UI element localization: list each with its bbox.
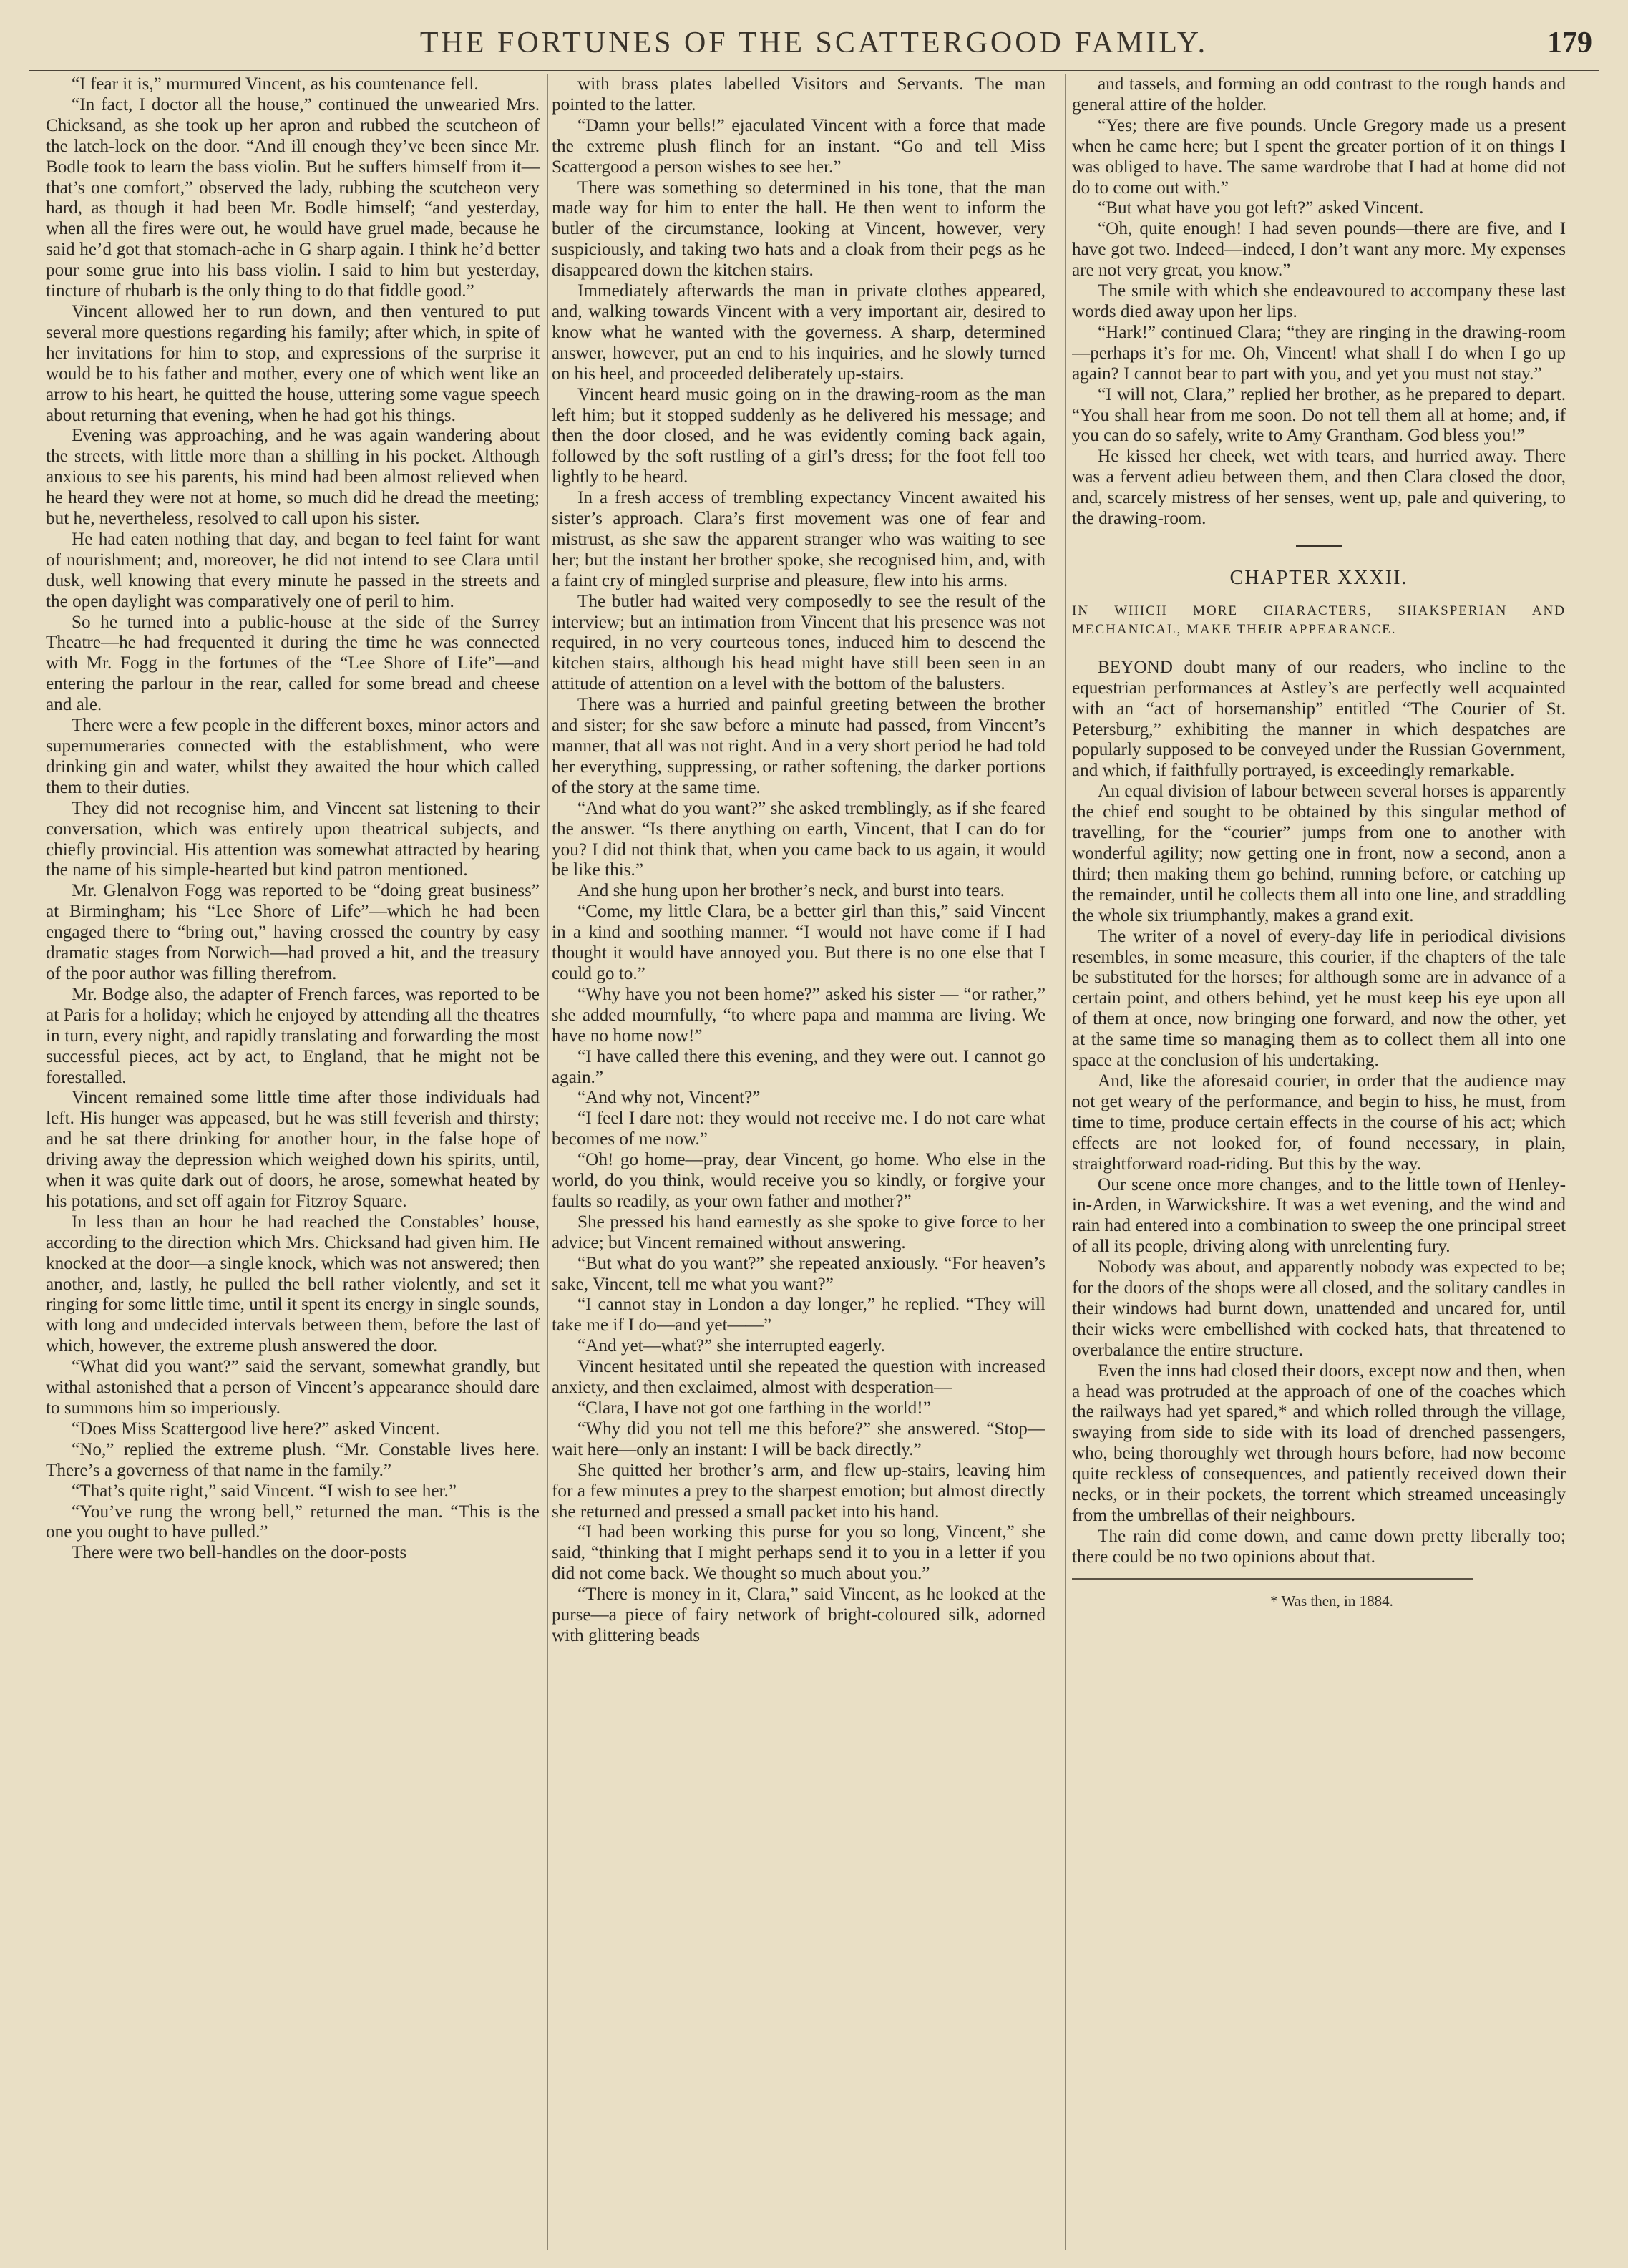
paragraph: “Oh, quite enough! I had seven pounds—there are five, and I have got two. Indeed—indeed, I don’t want any more. My expenses are not very great, you know.” [1072,219,1566,281]
paragraph: “And yet—what?” she interrupted eagerly. [577,1336,885,1356]
paragraph: He had eaten nothing that day, and began to feel faint for want of nourishment; and, moreover, he did not intend to see Clara until dusk, well knowing that every minute he passed in the streets and the open daylight was comparatively one of peril to him. [46,529,540,611]
paragraph: An equal division of labour between several horses is apparently the chief end sought to be obtained by this singular method of travelling, for the “courier” jumps from one to another with wonderful agility; now getting one in front, now a second, anon a third; then making them go behind, running before, or catching up the remainder, until he collects them all into one line, and straddling the whole six triumphantly, makes a grand exit. [1072,782,1566,925]
paragraph: “There is money in it, Clara,” said Vincent, as he looked at the purse—a piece of fairy network of bright-coloured silk, adorned with glittering beads [552,1585,1045,1645]
paragraph: “Does Miss Scattergood live here?” asked Vincent. [72,1418,440,1439]
paragraph: “I had been working this purse for you so long, Vincent,” she said, “thinking that I might perhaps send it to you in a letter if you did not come back. We thought so much about you.” [552,1522,1045,1584]
paragraph: “I feel I dare not: they would not receive me. I do not care what becomes of me now.” [552,1109,1045,1149]
paragraph: “Clara, I have not got one farthing in the world!” [577,1398,931,1418]
paragraph: There were two bell-handles on the door-posts [72,1543,407,1563]
paragraph: “You’ve rung the wrong bell,” returned the man. “This is the one you ought to have pulled.” [46,1502,540,1542]
paragraph: “I have called there this evening, and they were out. I cannot go again.” [552,1046,1045,1087]
paragraph: with brass plates labelled Visitors and Servants. The man pointed to the latter. [552,74,1045,115]
column-3-story-end [1072,74,1566,530]
paragraph: Vincent allowed her to run down, and then ventured to put several more questions regarding his family; after which, in spite of her invitations for him to stop, and expressions of the surprise it would be to his father and mother, every one of which went like an arrow to his heart, he quitted the house, uttering some vague speech about returning that evening, when he had got his things. [46,301,540,425]
paragraph: “Damn your bells!” ejaculated Vincent with a force that made the extreme plush flinch for an instant. “Go and tell Miss Scattergood a person wishes to see her.” [552,115,1045,177]
paragraph: “But what do you want?” she repeated anxiously. “For heaven’s sake, Vincent, tell me what you want?” [552,1253,1045,1294]
paragraph: Even the inns had closed their doors, except now and then, when a head was protruded at the approach of one of the coaches which the railways had yet spared,* and which rolled through the village, swaying from side to side with its load of drenched passengers, who, being thoroughly wet through hours before, had now become quite reckless of consequences, and patiently received down their necks, or in their pockets, the torrent which streamed unceasingly from the umbrellas of their neighbours. [1072,1361,1566,1525]
paragraph: Immediately afterwards the man in private clothes appeared, and, walking towards Vincent with a very important air, desired to know what he wanted with the governess. A sharp, determined answer, however, put an end to his inquiries, and he slowly turned on his heel, and proceeded deliberately up-stairs. [552,281,1045,384]
paragraph: Vincent remained some little time after those individuals had left. His hunger was appeased, but he was still feverish and thirsty; and he sat there drinking for another hour, in the false hope of driving away the depression which weighed down his spirits, until, when it was quite dark out of doors, he arose, somewhat heated by his potations, and set off again for Fitzroy Square. [46,1088,540,1211]
paragraph: Our scene once more changes, and to the little town of Henley-in-Arden, in Warwickshire. It was a wet evening, and the wind and rain had entered into a combination to sweep the one principal street of all its people, driving along with unrelenting fury. [1072,1174,1566,1257]
paragraph: “But what have you got left?” asked Vincent. [1098,198,1424,218]
paragraph: So he turned into a public-house at the side of the Surrey Theatre—he had frequented it during the time he was connected with Mr. Fogg in the fortunes of the “Lee Shore of Life”—and entering the parlour in the rear, called for some bread and cheese and ale. [46,612,540,715]
footnote: * Was then, in 1884. [1270,1592,1393,1610]
paragraph: “I fear it is,” murmured Vincent, as his countenance fell. [72,74,479,94]
paragraph: Mr. Glenalvon Fogg was reported to be “doing great business” at Birmingham; his “Lee Shore of Life”—which he had been engaged there to “bring out,” having crossed the country by easy dramatic stages from Norwich—had proved a hit, and the treasury of the poor author was filling therefrom. [46,881,540,983]
paragraph: “I cannot stay in London a day longer,” he replied. “They will take me if I do—and yet——” [552,1295,1045,1335]
paragraph: “No,” replied the extreme plush. “Mr. Constable lives here. There’s a governess of that name in the family.” [46,1439,540,1480]
text-columns [46,74,1584,2250]
paragraph: The rain did come down, and came down pretty liberally too; there could be no two opinions about that. [1072,1526,1566,1567]
paragraph: “Yes; there are five pounds. Uncle Gregory made us a present when he came here; but I spent the greater portion of it on things I was obliged to have. The same wardrobe that I had at home did not do to come out with.” [1072,115,1566,198]
paragraph: “Why have you not been home?” asked his sister — “or rather,” she added mournfully, “to where papa and mamma are living. We have no home now!” [552,984,1045,1046]
page-header [29,26,1599,72]
paragraph: “What did you want?” said the servant, somewhat grandly, but withal astonished that a person of Vincent’s appearance should dare to summons him so imperiously. [46,1357,540,1418]
paragraph: There was a hurried and painful greeting between the brother and sister; for she saw before a minute had passed, from Vincent’s manner, that all was not right. And in a very short period he had told her everything, suppressing, or rather softening, the darker portions of the story at the same time. [552,695,1045,797]
paragraph: “Come, my little Clara, be a better girl than this,” said Vincent in a kind and soothing manner. “I would not have come if I had thought it would have annoyed you. But there is no one else that I could go to.” [552,902,1045,983]
column-divider [547,74,548,2250]
paragraph: They did not recognise him, and Vincent sat listening to their conversation, which was entirely upon theatrical subjects, and chiefly provincial. His attention was somewhat attracted by hearing the name of his simple-hearted but kind patron mentioned. [46,798,540,880]
paragraph: There was something so determined in his tone, that the man made way for him to enter the hall. He then went to inform the butler of the circumstance, looking at Vincent, however, very suspiciously, and taking two hats and a cloak from their pegs as he disappeared down the kitchen stairs. [552,177,1045,281]
paragraph: “Oh! go home—pray, dear Vincent, go home. Who else in the world, do you think, would receive you so kindly, or forgive your faults so readily, as your own father and mother?” [552,1150,1045,1211]
paragraph: There were a few people in the different boxes, minor actors and supernumeraries connected with the establishment, who were drinking gin and water, whilst they awaited the hour which called them to their duties. [46,716,540,797]
paragraph: Evening was approaching, and he was again wandering about the streets, with little more than a shilling in his pocket. Although anxious to see his parents, his mind had been almost relieved when he heard they were not at home, so much did he dread the meeting; but he, nevertheless, resolved to call upon his sister. [46,426,540,529]
column-2 [552,74,1045,2250]
paragraph: The smile with which she endeavoured to accompany these last words died away upon her lips. [1072,281,1566,321]
chapter-subtitle: IN WHICH MORE CHARACTERS, SHAKSPERIAN AND MECHANICAL, MAKE THEIR APPEARANCE. [1072,603,1566,637]
column-3 [1072,74,1566,2250]
paragraph: Mr. Bodge also, the adapter of French farces, was reported to be at Paris for a holiday; which he enjoyed by attending all the theatres in turn, every night, and rapidly translating and forwarding the most successful pieces, act by act, to England, that he might not be forestalled. [46,984,540,1087]
paragraph: And she hung upon her brother’s neck, and burst into tears. [577,881,1005,901]
paragraph: The writer of a novel of every-day life in periodical divisions resembles, in some measure, this courier, if the chapters of the tale be substituted for the horses; for although some are in advance of a certain point, and others behind, yet he must keep his eye upon all of them at once, now bringing one forward, and now the other, yet at the same time so managing them as to collect them all into one space at the conclusion of his undertaking. [1072,926,1566,1071]
paragraph: Nobody was about, and apparently nobody was expected to be; for the doors of the shops were all closed, and the solitary candles in their windows had burnt down, unattended and uncared for, until their wicks were embellished with cocked hats, that threatened to overbalance the entire structure. [1072,1257,1566,1360]
paragraph: Vincent hesitated until she repeated the question with increased anxiety, and then exclaimed, almost with desperation— [552,1357,1045,1398]
paragraph: “And why not, Vincent?” [577,1088,761,1108]
chapter-title: CHAPTER XXXII. [1229,566,1408,589]
paragraph: BEYOND doubt many of our readers, who incline to the equestrian performances at Astley’s are perfectly well acquainted with an “act of horsemanship” entitled “The Courier of St. Petersburg,” exhibiting the manner in which despatches are popularly supposed to be conveyed under the Russian Government, and which, if faithfully portrayed, is exceedingly remarkable. [1072,657,1566,781]
paragraph: In less than an hour he had reached the Constables’ house, according to the direction which Mrs. Chicksand had given him. He knocked at the door—a single knock, which was not answered; then another, and, lastly, he pulled the bell rather violently, and set it ringing for some little time, until it spent its energy in single sounds, with long and undecided intervals between them, before the last of which, however, the extreme plush answered the door. [46,1212,540,1356]
paragraph: The butler had waited very composedly to see the result of the interview; but an intimation from Vincent that his presence was not required, in no very courteous tones, induced him to descend the kitchen stairs, although his head might have still been seen in an attitude of attention on a level with the bottom of the balusters. [552,591,1045,694]
column-3-chapter-text [1072,658,1566,1568]
section-rule [1296,545,1342,547]
paragraph: In a fresh access of trembling expectancy Vincent awaited his sister’s approach. Clara’s first movement was one of fear and mistrust, as she saw the apparent stranger who was waiting to see her; but the instant her brother spoke, she recognised him, and, with a faint cry of mingled surprise and pleasure, flew into his arms. [552,488,1045,590]
paragraph: “Hark!” continued Clara; “they are ringing in the drawing-room—perhaps it’s for me. Oh, Vincent! what shall I do when I go up again? I cannot bear to part with you, and yet you must not stay.” [1072,322,1566,384]
column-divider [1065,74,1066,2250]
paragraph: and tassels, and forming an odd contrast to the rough hands and general attire of the holder. [1072,74,1566,115]
paragraph: She pressed his hand earnestly as she spoke to give force to her advice; but Vincent remained without answering. [552,1212,1045,1252]
paragraph: “I will not, Clara,” replied her brother, as he prepared to depart. “You shall hear from me soon. Do not tell them all at home; and, if you can do so safely, write to Amy Grantham. God bless you!” [1072,384,1566,446]
footnote-rule [1072,1578,1473,1580]
column-1 [46,74,540,2250]
paragraph: “Why did you not tell me this before?” she answered. “Stop—wait here—only an instant: I will be back directly.” [552,1418,1045,1459]
running-title: THE FORTUNES OF THE SCATTERGOOD FAMILY. [419,26,1209,59]
paragraph: She quitted her brother’s arm, and flew up-stairs, leaving him for a few minutes a prey to the sharpest emotion; but almost directly she returned and pressed a small packet into his hand. [552,1460,1045,1522]
paragraph: He kissed her cheek, wet with tears, and hurried away. There was a fervent adieu between them, and then Clara closed the door, and, scarcely mistress of her senses, went up, pale and quivering, to the drawing-room. [1072,447,1566,529]
paragraph: “And what do you want?” she asked tremblingly, as if she feared the answer. “Is there anything on earth, Vincent, that I can do for you? I did not think that, when you came back to us again, it would be like this.” [552,798,1045,880]
paragraph: And, like the aforesaid courier, in order that the audience may not get weary of the performance, and begin to hiss, he must, from time to time, produce certain effects in the course of his act; which effects are not looked for, of found necessary, in plain, straightforward road-riding. But this by the way. [1072,1071,1566,1174]
paragraph: “In fact, I doctor all the house,” continued the unwearied Mrs. Chicksand, as she took up her apron and rubbed the scutcheon of the latch-lock on the door. “And ill enough they’ve been since Mr. Bodle took to learn the bass violin. But he suffers himself from it—that’s one comfort,” observed the lady, rubbing the scutcheon very hard, as though it had been Mr. Bodle himself; “and yesterday, when all the fires were out, he would have gruel made, because he said he’d got that stomach-ache in G sharp again. I think he’d better pour some grue into his bass violin. I said to him but yesterday, tincture of rhubarb is the only thing to do that fiddle good.” [46,94,540,301]
paragraph: “That’s quite right,” said Vincent. “I wish to see her.” [72,1481,457,1501]
page-number: 179 [1547,26,1592,59]
paragraph: Vincent heard music going on in the drawing-room as the man left him; but it stopped suddenly as he delivered his message; and then the door closed, and he was evidently coming back again, followed by the soft rustling of a girl’s dress; for the foot fell too lightly to be heard. [552,384,1045,487]
